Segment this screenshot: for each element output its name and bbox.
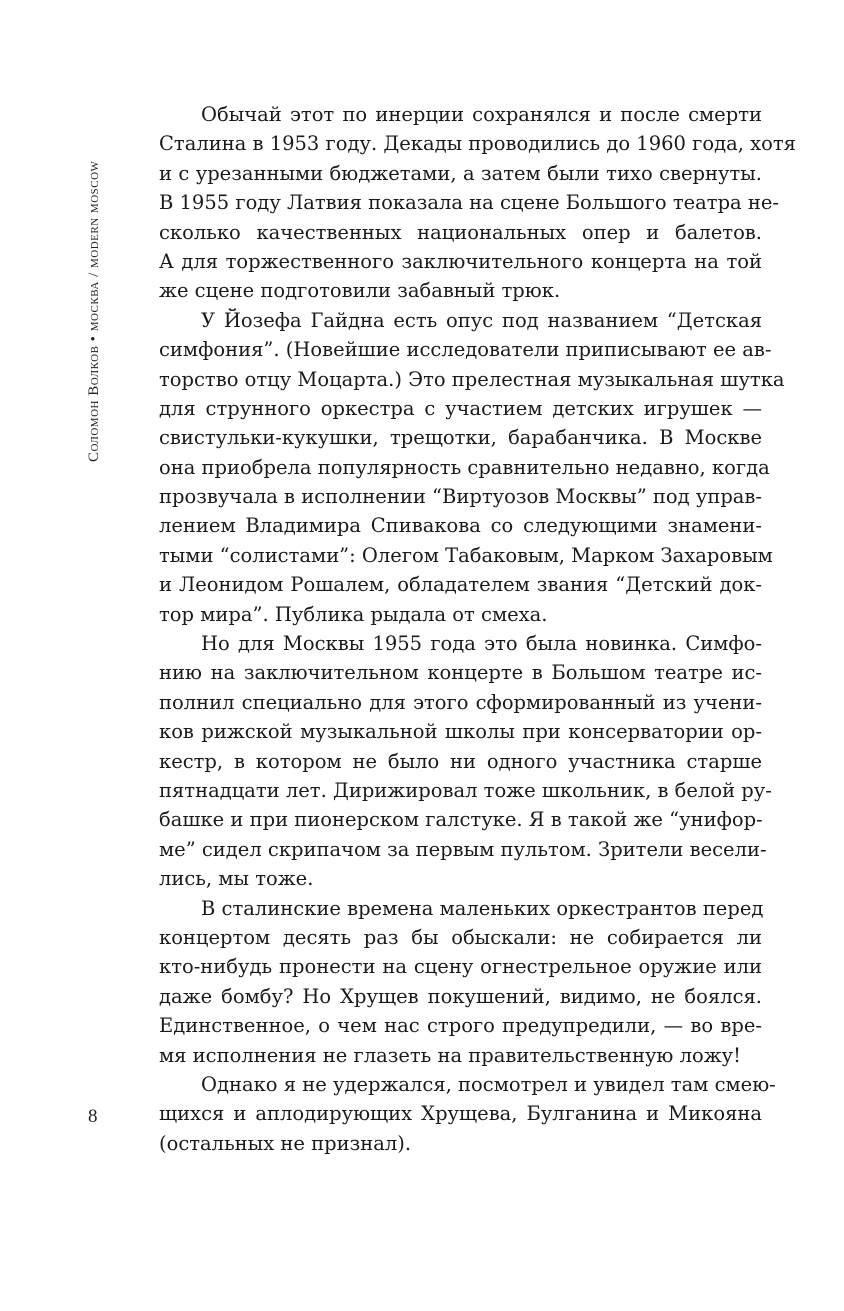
text-line: полнил специально для этого сформированный из учени- xyxy=(159,690,762,714)
text-line: Однако я не удержался, посмотрел и увидел там смею- xyxy=(201,1072,776,1096)
text-line: кестр, в котором не было ни одного участника старше xyxy=(159,749,762,773)
text-line: В сталинские времена маленьких оркестрантов перед xyxy=(201,896,764,920)
running-head-author: Соломон Волков xyxy=(86,345,102,462)
text-line: ме” сидел скрипачом за первым пультом. Зрители весели- xyxy=(159,837,767,861)
text-line: и с урезанными бюджетами, а затем были тихо свернуты. xyxy=(159,161,762,185)
text-line: тыми “солистами”: Олегом Табаковым, Марком Захаровым xyxy=(159,543,773,567)
text-line: тор мира”. Публика рыдала от смеха. xyxy=(159,602,548,626)
text-line: щихся и аплодирующих Хрущева, Булганина и Микояна xyxy=(159,1102,762,1126)
text-line: Но для Москвы 1955 года это была новинка. Симфо- xyxy=(201,632,762,656)
running-head-title: москва / modern moscow xyxy=(86,160,102,332)
text-line: мя исполнения не глазеть на правительственную ложу! xyxy=(159,1043,741,1067)
body-text xyxy=(159,100,796,1158)
text-line: А для торжественного заключительного концерта на той xyxy=(159,249,762,273)
text-line: Обычай этот по инерции сохранялся и после смерти xyxy=(201,103,762,126)
text-line: концертом десять раз бы обыскали: не собирается ли xyxy=(159,925,762,949)
text-line: же сцене подготовили забавный трюк. xyxy=(159,279,561,303)
text-line: и Леонидом Рошалем, обладателем звания “Детский док- xyxy=(159,573,762,597)
text-line: для струнного оркестра с участием детских игрушек — xyxy=(159,396,762,420)
text-line: ков рижской музыкальной школы при консерватории ор- xyxy=(159,720,762,744)
text-line: лись, мы тоже. xyxy=(159,867,314,891)
text-line: В 1955 году Латвия показала на сцене Большого театра не- xyxy=(159,191,780,215)
text-line: (остальных не признал). xyxy=(159,1131,412,1155)
text-line: нию на заключительном концерте в Большом театре ис- xyxy=(159,661,762,685)
text-line: кто-нибудь пронести на сцену огнестрельное оружие или xyxy=(159,955,762,979)
running-head-separator: • xyxy=(86,335,102,342)
text-line: башке и при пионерском галстуке. Я в такой же “унифор- xyxy=(159,808,763,832)
text-line: сколько качественных национальных опер и балетов. xyxy=(159,220,762,244)
text-line: Сталина в 1953 году. Декады проводились до 1960 года, хотя xyxy=(159,132,796,156)
page-number: 8 xyxy=(88,1106,98,1127)
text-line: симфония”. (Новейшие исследователи приписывают ее ав- xyxy=(159,338,772,362)
text-line: прозвучала в исполнении “Виртуозов Москвы” под управ- xyxy=(159,485,762,509)
running-head xyxy=(82,82,106,462)
text-line: она приобрела популярность сравнительно недавно, когда xyxy=(159,455,770,479)
text-line: даже бомбу? Но Хрущев покушений, видимо, не боялся. xyxy=(159,984,762,1008)
text-line: пятнадцати лет. Дирижировал тоже школьник, в белой ру- xyxy=(159,778,772,802)
text-line: У Йозефа Гайдна есть опус под названием “Детская xyxy=(201,308,762,332)
text-line: торство отцу Моцарта.) Это прелестная музыкальная шутка xyxy=(159,367,785,391)
text-line: свистульки-кукушки, трещотки, барабанчика. В Москве xyxy=(159,426,762,450)
text-line: Единственное, о чем нас строго предупредили, — во вре- xyxy=(159,1014,762,1038)
text-line: лением Владимира Спивакова со следующими знамени- xyxy=(159,514,762,538)
